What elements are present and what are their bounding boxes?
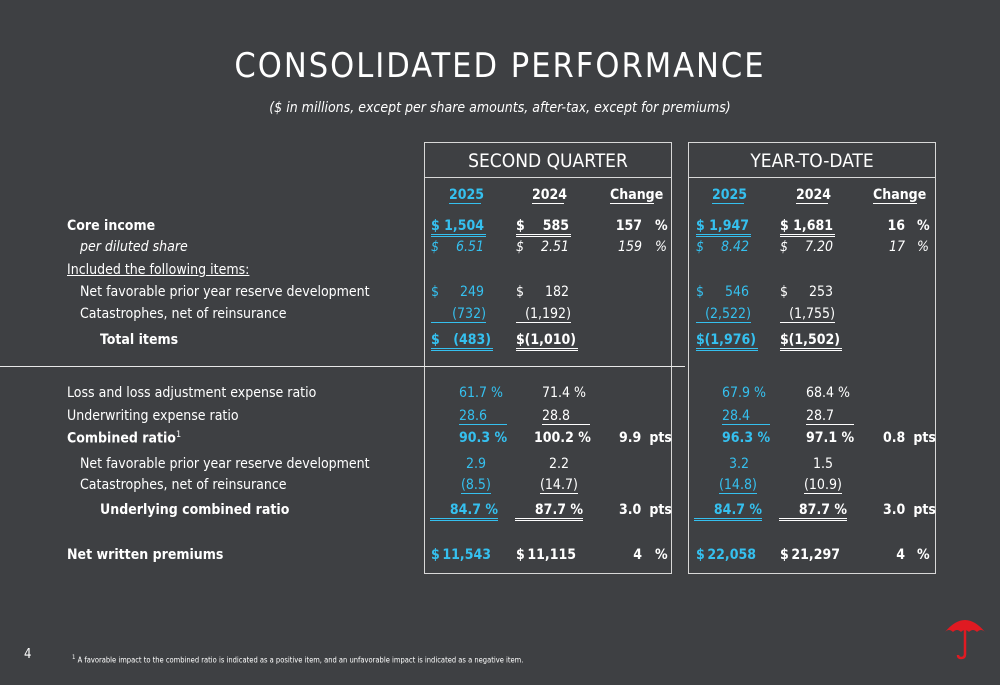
nwp-sq-change-unit: % (655, 547, 668, 563)
cat-sq-2024: (1,192) (516, 306, 571, 323)
nwp-ytd-2025 (696, 547, 758, 563)
und-sq-change (619, 502, 672, 518)
npyrd-sq-2024-value: 182 (544, 284, 569, 300)
core-ytd-change-unit: % (917, 218, 930, 234)
page-subtitle: ($ in millions, except per share amounts, after-tax, except for premiums) (269, 100, 731, 116)
label-underlying-ratio: Underlying combined ratio (100, 502, 290, 518)
sq-2025-header: 2025 (449, 187, 485, 203)
dollar-sign: $ (780, 239, 789, 255)
sq-2024-header: 2024 (532, 187, 568, 203)
nwp-sq-2025 (431, 547, 493, 563)
npyrd2-ytd-2025: 3.2 (729, 456, 750, 472)
dollar-sign: $ (696, 284, 705, 300)
nwp-sq-2025-value: 11,543 (442, 547, 491, 563)
dollar-sign: $ (696, 239, 705, 255)
ytd-2024-header: 2024 (796, 187, 832, 203)
nwp-ytd-change-unit: % (917, 547, 930, 563)
label-loss-ratio: Loss and loss adjustment expense ratio (67, 385, 317, 401)
cat2-ytd-2025: (14.8) (719, 477, 757, 493)
npyrd2-sq-2024: 2.2 (549, 456, 570, 472)
ps-sq-change-unit: % (655, 239, 667, 255)
npyrd-sq-2025 (431, 284, 486, 300)
core-sq-2024-value: 585 (542, 218, 569, 234)
core-ytd-2024 (780, 218, 835, 237)
ps-sq-2025-value: 6.51 (455, 239, 484, 255)
core-sq-2025-value: 1,504 (444, 218, 484, 234)
uw-ytd-2024: 28.7 (806, 408, 854, 425)
dollar-sign: $ (431, 218, 440, 234)
npyrd-ytd-2025-value: 546 (724, 284, 749, 300)
lae-sq-2024: 71.4 % (542, 385, 587, 401)
label-net-written-premiums: Net written premiums (67, 547, 224, 563)
label-included-items: Included the following items: (67, 262, 250, 278)
comb-ytd-2025: 96.3 % (722, 430, 771, 446)
ps-ytd-2024-value: 7.20 (804, 239, 833, 255)
nwp-ytd-2024 (780, 547, 842, 563)
label-underwriting-ratio: Underwriting expense ratio (67, 408, 239, 424)
footnote-text: A favorable impact to the combined ratio is indicated as a positive item, and an unfavorable impact is indicated as a negative item. (77, 655, 524, 665)
footnote-mark: 1 (72, 654, 76, 661)
dollar-sign: $ (431, 239, 440, 255)
nwp-sq-change: 4 (633, 547, 642, 563)
uw-sq-2025: 28.6 (459, 408, 507, 425)
nwp-ytd-change: 4 (896, 547, 905, 563)
pts-unit: pts (649, 430, 672, 446)
label-total-items: Total items (100, 332, 179, 348)
dollar-sign: $ (780, 284, 789, 300)
dollar-sign: $ (431, 284, 440, 300)
label-core-income: Core income (67, 218, 156, 234)
comb-ytd-change (883, 430, 936, 446)
total-ytd-2024 (780, 332, 842, 351)
footnote-marker: 1 (175, 430, 182, 440)
comb-sq-2024: 100.2 % (534, 430, 591, 446)
cat2-sq-2024: (14.7) (540, 477, 578, 493)
label-combined-ratio-text: Combined ratio (67, 430, 176, 447)
und-sq-2024: 87.7 % (515, 502, 583, 521)
ps-sq-change: 159 (617, 239, 642, 255)
comb-sq-change-value: 9.9 (619, 430, 642, 446)
cat-ytd-2024: (1,755) (780, 306, 835, 323)
dollar-sign: $ (780, 218, 789, 234)
label-per-diluted-share: per diluted share (80, 239, 188, 255)
uw-ytd-2025: 28.4 (722, 408, 770, 425)
ps-sq-2025 (431, 239, 486, 255)
umbrella-icon (944, 614, 986, 664)
footnote (72, 654, 523, 665)
ytd-change-header: Change (873, 187, 927, 203)
total-ytd-2025 (696, 332, 758, 351)
total-ytd-2025-value: (1,976) (704, 332, 756, 348)
core-sq-change: 157 (615, 218, 642, 234)
total-sq-2024 (516, 332, 578, 351)
nwp-ytd-2024-value: 21,297 (791, 547, 840, 563)
nwp-sq-2024-value: 11,115 (527, 547, 576, 563)
ps-ytd-2025 (696, 239, 751, 255)
core-sq-2025 (431, 218, 486, 237)
npyrd-sq-2025-value: 249 (459, 284, 484, 300)
pts-unit: pts (649, 502, 672, 518)
und-sq-2025: 84.7 % (430, 502, 498, 521)
core-ytd-2025-value: 1,947 (709, 218, 749, 234)
total-sq-2024-value: (1,010) (524, 332, 576, 348)
cat-ytd-2025: (2,522) (696, 306, 751, 323)
ps-sq-2024-value: 2.51 (540, 239, 569, 255)
cat2-ytd-2024: (10.9) (804, 477, 842, 493)
cat2-sq-2025: (8.5) (461, 477, 491, 493)
ps-ytd-2025-value: 8.42 (720, 239, 749, 255)
core-ytd-2025 (696, 218, 751, 237)
npyrd2-sq-2025: 2.9 (466, 456, 487, 472)
dollar-sign: $ (696, 218, 705, 234)
second-quarter-header-divider (424, 177, 672, 178)
dollar-sign: $ (780, 547, 789, 563)
page-title: CONSOLIDATED PERFORMANCE (234, 46, 766, 86)
ps-ytd-change: 17 (888, 239, 905, 255)
pts-unit: pts (913, 502, 936, 518)
core-ytd-2024-value: 1,681 (793, 218, 833, 234)
nwp-sq-2024 (516, 547, 578, 563)
dollar-sign: $ (516, 547, 525, 563)
npyrd2-ytd-2024: 1.5 (813, 456, 834, 472)
und-ytd-change (883, 502, 936, 518)
dollar-sign: $ (696, 547, 705, 563)
dollar-sign: $ (431, 547, 440, 563)
ps-sq-2024 (516, 239, 571, 255)
label-npyrd-ratio: Net favorable prior year reserve development (80, 456, 370, 472)
npyrd-ytd-2024 (780, 284, 835, 300)
npyrd-ytd-2025 (696, 284, 751, 300)
lae-ytd-2024: 68.4 % (806, 385, 851, 401)
total-sq-2025-value: (483) (453, 332, 491, 348)
und-ytd-change-value: 3.0 (883, 502, 906, 518)
und-sq-change-value: 3.0 (619, 502, 642, 518)
cat-sq-2025: (732) (431, 306, 486, 323)
page-number: 4 (24, 647, 32, 662)
und-ytd-2024: 87.7 % (779, 502, 847, 521)
ytd-2025-header: 2025 (712, 187, 748, 203)
core-sq-change-unit: % (655, 218, 668, 234)
comb-ytd-change-value: 0.8 (883, 430, 906, 446)
comb-sq-change (619, 430, 672, 446)
und-ytd-2025: 84.7 % (694, 502, 762, 521)
pts-unit: pts (913, 430, 936, 446)
dollar-sign: $ (696, 332, 705, 348)
year-to-date-header-divider (688, 177, 936, 178)
comb-sq-2025: 90.3 % (459, 430, 508, 446)
total-ytd-2024-value: (1,502) (788, 332, 840, 348)
label-combined-ratio (67, 430, 181, 447)
section-divider (0, 366, 685, 367)
dollar-sign: $ (780, 332, 789, 348)
dollar-sign: $ (431, 332, 440, 348)
npyrd-ytd-2024-value: 253 (808, 284, 833, 300)
label-catastrophes-ratio: Catastrophes, net of reinsurance (80, 477, 287, 493)
nwp-ytd-2025-value: 22,058 (707, 547, 756, 563)
ps-ytd-2024 (780, 239, 835, 255)
uw-sq-2024: 28.8 (542, 408, 590, 425)
core-sq-2024 (516, 218, 571, 237)
total-sq-2025 (431, 332, 493, 351)
label-npyrd: Net favorable prior year reserve development (80, 284, 370, 300)
dollar-sign: $ (516, 239, 525, 255)
dollar-sign: $ (516, 332, 525, 348)
year-to-date-header: YEAR-TO-DATE (750, 150, 874, 172)
ps-ytd-change-unit: % (917, 239, 929, 255)
lae-sq-2025: 61.7 % (459, 385, 504, 401)
label-catastrophes: Catastrophes, net of reinsurance (80, 306, 287, 322)
dollar-sign: $ (516, 284, 525, 300)
comb-ytd-2024: 97.1 % (806, 430, 855, 446)
lae-ytd-2025: 67.9 % (722, 385, 767, 401)
npyrd-sq-2024 (516, 284, 571, 300)
second-quarter-header: SECOND QUARTER (468, 150, 628, 172)
dollar-sign: $ (516, 218, 525, 234)
core-ytd-change: 16 (887, 218, 905, 234)
sq-change-header: Change (610, 187, 664, 203)
